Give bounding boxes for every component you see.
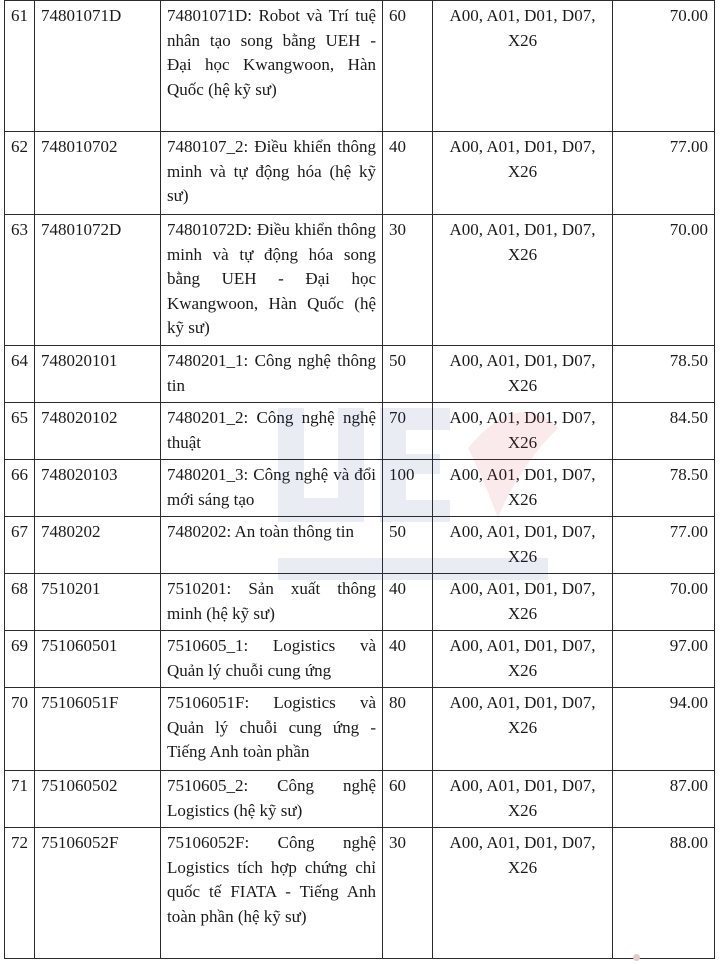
program-name: 7480201_1: Công nghệ thông tin [161,346,383,403]
table-row [5,688,715,771]
cutoff-score: 97.00 [613,631,715,688]
subject-combinations: A00, A01, D01, D07, X26 [433,574,613,631]
subject-combinations: A00, A01, D01, D07, X26 [433,215,613,346]
subject-combinations: A00, A01, D01, D07, X26 [433,460,613,517]
program-name: 75106052F: Công nghệ Logistics tích hợp chứng chỉ quốc tế FIATA - Tiếng Anh toàn phần (hệ kỹ sư) [161,828,383,959]
quota: 80 [383,688,433,771]
quota: 40 [383,574,433,631]
table-row [5,771,715,828]
subject-combinations: A00, A01, D01, D07, X26 [433,132,613,215]
table-row [5,828,715,959]
program-code: 74801071D [35,1,161,132]
row-number: 72 [5,828,35,959]
cutoff-score: 87.00 [613,771,715,828]
program-name: 7480201_3: Công nghệ và đổi mới sáng tạo [161,460,383,517]
program-name: 7480202: An toàn thông tin [161,517,383,574]
subject-combinations: A00, A01, D01, D07, X26 [433,631,613,688]
row-number: 67 [5,517,35,574]
quota: 100 [383,460,433,517]
cutoff-score: 78.50 [613,460,715,517]
program-code: 74801072D [35,215,161,346]
quota: 40 [383,631,433,688]
row-number: 66 [5,460,35,517]
table-row [5,574,715,631]
table-row [5,517,715,574]
admissions-table [4,0,715,959]
quota: 30 [383,215,433,346]
program-code: 7510201 [35,574,161,631]
quota: 50 [383,346,433,403]
quota: 70 [383,403,433,460]
quota: 60 [383,771,433,828]
table-row [5,132,715,215]
table-row [5,215,715,346]
row-number: 70 [5,688,35,771]
cutoff-score: 77.00 [613,517,715,574]
row-number: 69 [5,631,35,688]
cutoff-score: 78.50 [613,346,715,403]
program-name: 7480107_2: Điều khiển thông minh và tự động hóa (hệ kỹ sư) [161,132,383,215]
program-name: 75106051F: Logistics và Quản lý chuỗi cung ứng - Tiếng Anh toàn phần [161,688,383,771]
cutoff-score: 88.00 [613,828,715,959]
program-code: 7480202 [35,517,161,574]
subject-combinations: A00, A01, D01, D07, X26 [433,771,613,828]
row-number: 62 [5,132,35,215]
quota: 40 [383,132,433,215]
subject-combinations: A00, A01, D01, D07, X26 [433,517,613,574]
cutoff-score: 84.50 [613,403,715,460]
quota: 60 [383,1,433,132]
table-body [5,1,715,959]
cutoff-score: 70.00 [613,1,715,132]
table-row [5,631,715,688]
table-row [5,346,715,403]
program-code: 748020102 [35,403,161,460]
program-name: 74801072D: Điều khiển thông minh và tự động hóa song bằng UEH - Đại học Kwangwoon, Hàn Quốc (hệ kỹ sư) [161,215,383,346]
program-code: 748020101 [35,346,161,403]
table-row [5,1,715,132]
subject-combinations: A00, A01, D01, D07, X26 [433,828,613,959]
table-row [5,403,715,460]
subject-combinations: A00, A01, D01, D07, X26 [433,688,613,771]
program-name: 7510201: Sản xuất thông minh (hệ kỹ sư) [161,574,383,631]
row-number: 63 [5,215,35,346]
row-number: 64 [5,346,35,403]
row-number: 65 [5,403,35,460]
program-code: 751060501 [35,631,161,688]
cutoff-score: 70.00 [613,574,715,631]
program-name: 74801071D: Robot và Trí tuệ nhân tạo song bằng UEH - Đại học Kwangwoon, Hàn Quốc (hệ kỹ sư) [161,1,383,132]
corner-dot [633,954,640,961]
program-code: 751060502 [35,771,161,828]
subject-combinations: A00, A01, D01, D07, X26 [433,346,613,403]
subject-combinations: A00, A01, D01, D07, X26 [433,403,613,460]
program-code: 748010702 [35,132,161,215]
program-code: 75106052F [35,828,161,959]
cutoff-score: 77.00 [613,132,715,215]
table-row [5,460,715,517]
cutoff-score: 70.00 [613,215,715,346]
row-number: 68 [5,574,35,631]
program-code: 75106051F [35,688,161,771]
subject-combinations: A00, A01, D01, D07, X26 [433,1,613,132]
row-number: 71 [5,771,35,828]
row-number: 61 [5,1,35,132]
program-code: 748020103 [35,460,161,517]
program-name: 7510605_2: Công nghệ Logistics (hệ kỹ sư) [161,771,383,828]
program-name: 7510605_1: Logistics và Quản lý chuỗi cung ứng [161,631,383,688]
quota: 30 [383,828,433,959]
program-name: 7480201_2: Công nghệ nghệ thuật [161,403,383,460]
cutoff-score: 94.00 [613,688,715,771]
quota: 50 [383,517,433,574]
